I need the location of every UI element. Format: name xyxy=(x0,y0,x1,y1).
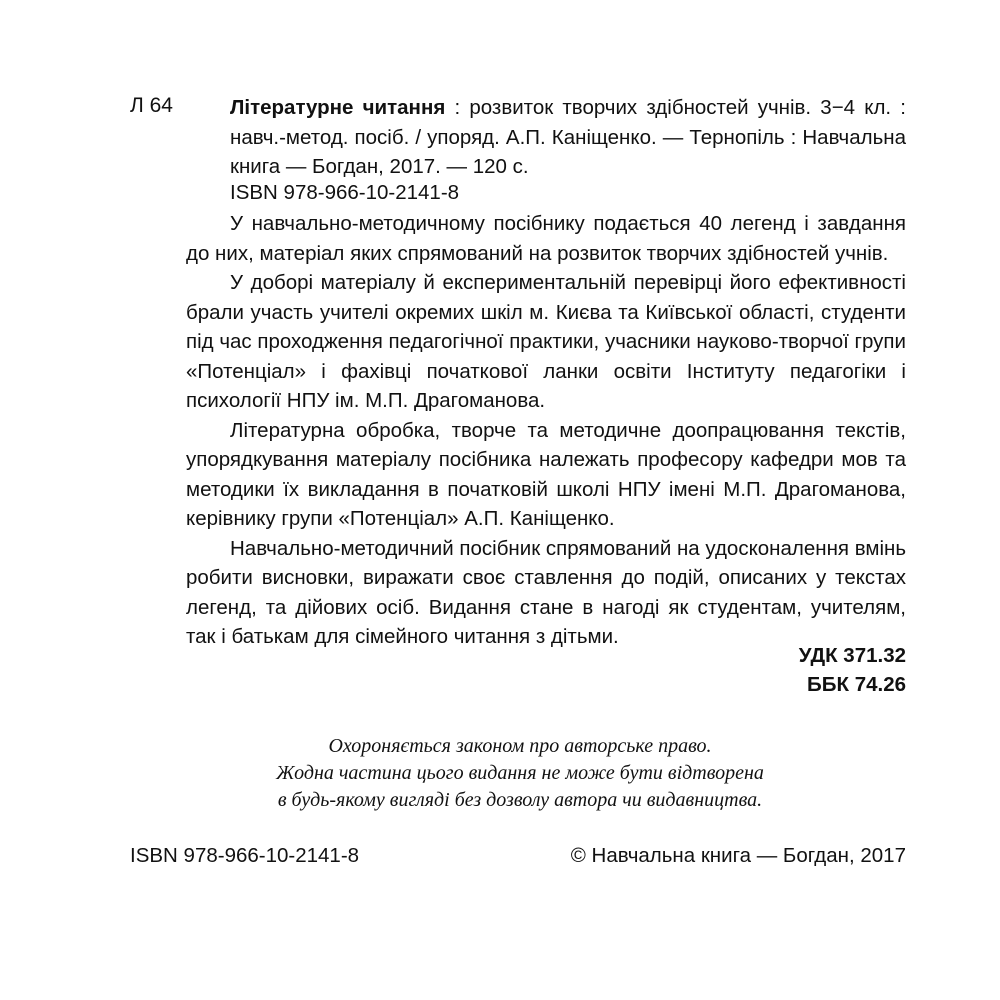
udk-code: УДК 371.32 xyxy=(798,644,906,667)
footer-copyright: © Навчальна книга — Богдан, 2017 xyxy=(570,844,906,867)
classification-codes xyxy=(799,641,906,699)
isbn-line: ISBN 978-966-10-2141-8 xyxy=(230,181,460,204)
footer-isbn: ISBN 978-966-10-2141-8 xyxy=(130,844,360,867)
annotation-paragraph-3: Літературна обробка, творче та методичне доопрацювання текстів, упорядкування матеріалу посібника належать професору кафедри мов та методики їх викладання в початковій школі НПУ імені М.П. Драгоманова, керівнику групи «Потенціал» А.П. Каніщенко. xyxy=(186,418,906,530)
annotation-paragraph-2: У доборі матеріалу й експериментальній перевірці його ефективності брали участь учителі окремих шкіл м. Києва та Київської області, студенти під час проходження педагогічної практики, учасники науково-творчої групи «Потенціал» і фахівці початкової ланки освіти Інституту педагогіки і психології НПУ ім. М.П. Драгоманова. xyxy=(186,271,906,412)
notice-line-3: в будь-якому вигляді без дозволу автора чи видавництва. xyxy=(277,789,763,811)
book-title: Літературне читання xyxy=(230,96,446,119)
notice-line-1: Охороняється законом про авторське право. xyxy=(328,735,712,757)
notice-line-2: Жодна частина цього видання не може бути відтворена xyxy=(276,762,764,784)
catalog-code: Л 64 xyxy=(130,94,173,117)
annotation-paragraph-4: Навчально-методичний посібник спрямований на удосконалення вмінь робити висновки, виражати своє ставлення до подій, описаних у текстах легенд, та дійових осіб. Видання стане в нагоді як студентам, учителям, так і батькам для сімейного читання з дітьми. xyxy=(186,536,906,648)
bbk-code: ББК 74.26 xyxy=(807,673,906,696)
annotation-paragraph-1: У навчально-методичному посібнику подається 40 легенд і завдання до них, матеріал яких спрямований на розвиток творчих здібностей учнів. xyxy=(186,212,906,265)
bibliographic-entry xyxy=(230,93,906,182)
bibliographic-details: : розвиток творчих здібностей учнів. 3−4 кл. : навч.-метод. посіб. / упоряд. А.П. Каніщенко. — Тернопіль : Навчальна книга — Богдан, 2017. — 120 с. xyxy=(230,96,907,178)
annotation xyxy=(186,209,906,652)
copyright-notice xyxy=(200,733,840,814)
